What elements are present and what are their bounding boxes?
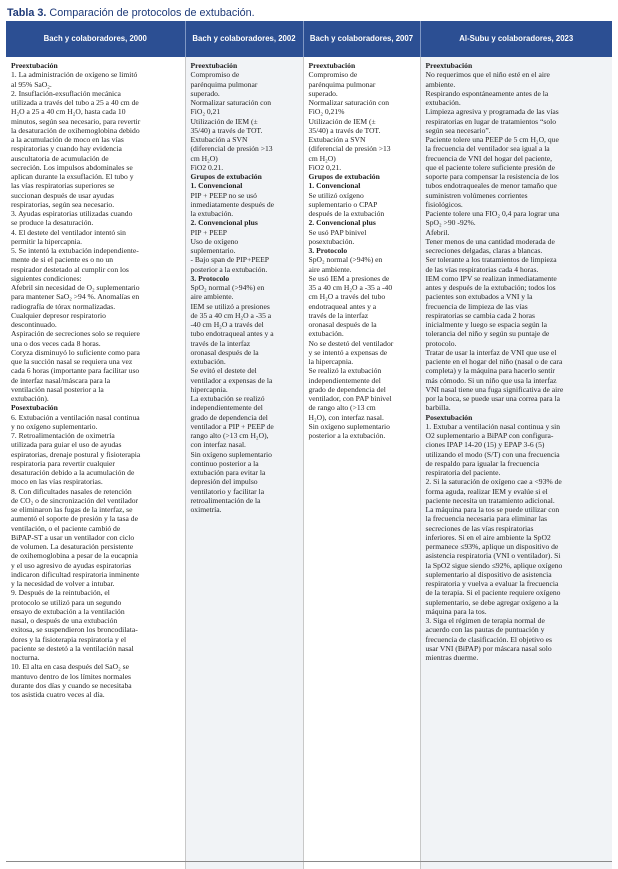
text-line: Tratar de usar la interfaz de VNI que use el [425,347,557,357]
text-line: depresión del impulso [190,477,258,487]
text-line: barbilla. [425,403,451,413]
text-line: Limpieza agresiva y programada de las vías [425,107,559,117]
text-line: rango alto (>13 cm H₂O), [190,431,269,440]
column-header-4: Al-Subu y colaboradores, 2023 [420,21,612,57]
text-line: extubación. [308,329,344,339]
text-line: SpO₂ normal (>94%) en [190,283,265,292]
text-line: protocolo. [425,338,457,348]
text-line: Se evitó el destete del [190,366,257,376]
text-line: secreción. Los impulsos abdominales se [11,162,133,172]
text-line: independientemente del [190,403,263,413]
text-line: a la acumulación de moco en las vías [11,135,124,144]
text-line: Normalizar saturación con [190,98,272,107]
text-line: la extubación. [190,209,234,218]
text-line: con interfaz nasal. [190,440,246,450]
text-line: suplementario o CPAP [308,199,378,209]
section-heading: 3. Protocolo [190,273,230,283]
text-line: de las vías respiratorias cada 4 horas. [425,264,539,274]
text-line: 2. Insuflación-exsuflación mecánica [11,88,121,98]
text-line: suministren volúmenes corrientes [425,190,528,200]
text-line: través de la interfaz [308,310,369,320]
text-line: frecuencia de limpieza de las vías [425,301,528,311]
text-line: 2. Si la saturación de oxígeno cae a <93% de [425,477,562,487]
bottom-rule [6,861,612,862]
text-line: mente de si el paciente es o no un [11,255,114,265]
text-line: 1. La administración de oxígeno se limitó [11,70,138,80]
text-line: Extubación a SVN [190,135,248,144]
text-line: ventilación, o el paciente cambió de [11,523,121,533]
text-line: 5. Se intentó la extubación independiente- [11,246,139,255]
text-line: de volumen. La desaturación persistente [11,542,134,551]
text-line: 35 a 40 cm H₂O a -35 a -40 [308,283,393,292]
text-line: utilizada para guiar el uso de ayudas [11,440,122,450]
text-line: independientemente del [308,375,381,385]
text-line: auscultatoria de acumulación de [11,153,109,163]
text-line: respiratorias y cuando hay evidencia [11,144,122,154]
text-line: después de la extubación [308,209,385,218]
text-line: retroalimentación de la [190,495,261,505]
text-line: BiPAP-ST a usar un ventilador con ciclo [11,532,135,542]
text-line: completa) y la máquina para hacerlo sentir [425,366,555,376]
text-line: inicialmente y luego se espacia según la [425,320,547,329]
body-row [6,57,612,869]
text-line: -40 cm H₂O a través del [190,320,264,329]
text-line: se eliminaron las fugas de la interfaz, se [11,505,133,514]
text-line: ensayo de extubación a la ventilación [11,606,125,616]
text-line: y se intentó a expensas de [308,347,388,357]
text-line: cm H₂O) [190,153,218,163]
text-line: antes y después de la extubación; todos los [425,283,556,292]
section-heading: Preextubación [11,61,58,70]
section-heading: Preextubación [190,61,238,70]
text-line: 9. Después de la reintubación, el [11,588,110,598]
text-line: respiratoria para revertir cualquier [11,458,115,468]
text-line: Cualquier depresor respiratorio [11,310,106,320]
section-heading: Grupos de extubación [190,172,262,181]
text-line: de 35 a 40 cm H₂O a -35 a [190,310,272,320]
text-line: usar VNI (BiPAP) por máscara nasal solo [425,643,552,653]
section-heading: Preextubación [308,61,356,70]
text-line: cm H₂O a través del tubo [308,292,386,302]
text-line: La máquina para la tos se puede utilizar con [425,505,560,514]
text-line: secreciones de las vías respiratorias [425,523,534,533]
text-line: oronasal después de la [190,347,259,357]
text-line: superado. [190,88,220,98]
text-line: por la boca, se puede usar una correa para la [425,394,561,403]
text-line: No requerimos que el niño esté en el aire [425,70,550,80]
comparison-table [6,21,612,869]
text-line: nasal, o después de una extubación [11,616,118,625]
text-line: posextubación. [308,236,355,246]
text-line: succionan después de usar ayudas [11,190,114,200]
text-line: paciente se destetó a la ventilación nasal [11,643,134,653]
section-heading: Posextubación [11,403,58,413]
text-line: exitosa, se suspendieron los broncodilata- [11,625,138,635]
text-line: máquina para la tos. [425,606,487,616]
text-line: Ser tolerante a los tratamientos de limpieza [425,255,557,265]
text-line: la frecuencia necesaria para eliminar las [425,514,548,524]
text-line: la frecuencia del ventilador sea igual a la [425,144,550,154]
text-line: inmediatamente después de [190,199,275,209]
section-heading: Posextubación [425,412,473,422]
text-line: extubación. [190,357,226,366]
text-line: cada 6 horas (importante para facilitar uso [11,366,140,376]
text-line: VNI nasal tiene una fuga significativa de aire [425,384,564,394]
text-line: de la terapia. Si el paciente requiere oxígeno [425,588,561,598]
text-line: Afebril. [425,227,450,237]
text-line: O2 suplementario a BiPAP con configura- [425,431,554,440]
text-line: ambiente. [425,79,456,89]
text-line: espiratorias, drenaje postural y fisioterapia [11,449,141,459]
text-line: Paciente tolere una PEEP de 5 cm H₂O, que [425,135,559,144]
protocol-cell-3 [303,57,420,869]
text-line: secreciones delgadas, claras a blancas. [425,246,543,255]
text-line: fisiológicos. [425,199,463,209]
text-line: desaturación debido a la acumulación de [11,468,135,477]
text-line: No se destetó del ventilador [308,338,394,348]
text-line: para mantener SaO₂ >94 %. Anomalías en [11,292,140,302]
text-line: una o dos veces cada 8 horas. [11,338,101,348]
text-line: respiratorias se cambia cada 2 horas [425,310,535,320]
text-line: forma aguda, realizar IEM y evalúe si el [425,486,548,496]
section-heading: 2. Convencional plus [308,218,376,228]
text-line: radiografía de tórax normalizadas. [11,301,116,311]
text-line: 35/40) a través de TOT. [190,125,263,135]
text-line: se produce la desaturación. [11,218,94,228]
text-line: endotraqueal antes y a [308,301,377,311]
text-line: Sin oxígeno suplementario [190,449,272,459]
caption-label: Tabla 3. [7,7,47,19]
text-line: de CO₂ o de sincronización del ventilador [11,495,139,505]
text-line: frecuencia de VNI del hogar del paciente, [425,153,553,163]
text-line: Paciente tolere una FIO₂ 0,4 para lograr una [425,209,560,218]
text-line: respiratoria y vuelva a evaluar la frecuencia [425,579,559,588]
text-line: tolerancia del niño y según su puntaje de [425,329,550,339]
text-line: de rango alto (>13 cm [308,403,376,413]
text-line: IEM como IPV se realizan inmediatamente [425,273,557,283]
text-line: 6. Extubación a ventilación nasal continua [11,412,140,422]
text-line: asistencia respiratoria (VNI o ventilador). Si [425,551,561,561]
text-line: posterior a la extubación. [308,431,386,440]
text-line: ventilador, con PAP binivel [308,394,392,403]
text-line: grado de dependencia del [308,384,386,394]
text-line: Compromiso de [190,70,240,80]
text-line: oronasal después de la [308,320,377,329]
text-line: Tener menos de una cantidad moderada de [425,236,555,246]
text-line: 3. Siga el régimen de terapia normal de [425,616,545,625]
text-line: de interfaz nasal/máscara para la [11,375,111,385]
text-line: siguientes condiciones: [11,273,82,283]
text-line: de respaldo para igualar la frecuencia [425,458,540,468]
text-line: la SpO2 sigue siendo ≤92%, aplique oxígeno [425,560,563,570]
text-line: acuerdo con las pautas de puntuación y [425,625,545,635]
column-header-1: Bach y colaboradores, 2000 [6,21,185,57]
text-line: permitir la hipercapnia. [11,236,83,246]
text-line: parénquima pulmonar [308,79,376,89]
text-line: y el uso agresivo de ayudas espiratorias [11,560,132,570]
text-line: respiratoria del paciente. [425,468,501,477]
text-line: la hipercapnia. [308,357,354,366]
text-line: permanece ≤93%, aplique un dispositivo de [425,542,559,551]
section-heading: 1. Convencional [190,181,243,191]
text-line: Se utilizó oxígeno [308,190,364,200]
text-line: que la succión nasal se requiera una vez [11,357,133,366]
text-line: través de la interfaz [190,338,251,348]
text-line: frecuencia de clasificación. El objetivo es [425,634,553,644]
text-line: grado de dependencia del [190,412,268,422]
text-line: y la necesidad de volver a intubar. [11,579,115,588]
text-line: continuo posterior a la [190,458,259,468]
text-line: soporte para compensar la resistencia de los [425,172,559,181]
text-line: oximetría. [190,505,222,514]
text-line: tubos endotraqueales de menor tamaño que [425,181,557,191]
text-line: posterior a la extubación. [190,264,268,274]
text-line: SpO₂ normal (>94%) en [308,255,383,265]
text-line: 1. Extubar a ventilación nasal continua y sin [425,421,561,431]
text-line: - Bajo span de PIP+PEEP [190,255,270,265]
header-row [6,21,612,57]
text-line: ciones IPAP 14-20 (15) y EPAP 3-6 (5) [425,440,545,450]
text-line: Afebril sin necesidad de O₂ suplementario [11,283,140,292]
text-line: parénquima pulmonar [190,79,258,89]
protocol-cell-1 [6,57,185,869]
text-line: ventilación nasal posterior a la [11,384,104,394]
text-line: FiO₂ 0,21% [308,107,345,117]
text-line: Sin oxígeno suplementario [308,421,390,431]
text-line: Utilización de IEM (± [308,116,376,126]
text-line: superado. [308,88,338,98]
text-line: suplementario al dispositivo de asistencia [425,569,552,579]
text-line: paciente en el hogar del niño (nasal o de cara [425,357,563,366]
text-line: durante dos días y cuando se necesitaba [11,680,132,690]
text-line: utilizando el modo (S/T) con una frecuencia [425,449,560,459]
text-line: que el paciente tolere suficiente presión de [425,162,555,172]
text-line: de oxihemoglobina a pesar de la eucapnia [11,551,138,561]
table-caption [7,6,612,20]
text-line: Compromiso de [308,70,358,80]
text-line: 35/40) a través de TOT. [308,125,381,135]
text-line: Extubación a SVN [308,135,366,144]
text-line: PIP + PEEP no se usó [190,190,257,200]
text-line: Aspiración de secreciones solo se requiere [11,329,140,339]
text-line: y no oxígeno suplementario. [11,421,98,431]
text-line: paciente necesita un tratamiento adicional. [425,495,555,505]
text-line: aire ambiente. [190,292,234,302]
text-line: extubación para evitar la [190,468,266,477]
text-line: Utilización de IEM (± [190,116,258,126]
text-line: Normalizar saturación con [308,98,390,107]
text-line: minutos, según sea necesario, para revertir [11,116,141,126]
text-line: aumentó el soporte de presión y la tasa de [11,514,138,524]
text-line: Se usó PAP binivel [308,227,367,237]
text-line: 3. Ayudas espiratorias utilizadas cuando [11,209,133,218]
text-line: más cómodo. Si un niño que usa la interfaz [425,375,557,385]
text-line: hipercapnia. [190,384,228,394]
caption-title: Comparación de protocolos de extubación. [49,7,255,19]
text-line: H₂O a 25 a 40 cm H₂O, hasta cada 10 [11,107,126,117]
text-line: SpO₂ >90 -92%. [425,218,476,228]
text-line: cm H₂O) [308,153,336,163]
text-line: utilizada a través del tubo a 25 a 40 cm de [11,98,139,107]
text-line: inferiores. Si en el aire ambiente la SpO2 [425,532,551,542]
text-line: extubación). [11,394,49,403]
text-line: respiratorias en lugar de tratamientos “solo [425,116,557,126]
text-line: respirador destetado al cumplir con los [11,264,129,274]
text-line: Coryza disminuyó lo suficiente como para [11,347,140,357]
text-line: tos asistida cuatro veces al día. [11,690,105,699]
text-line: Uso de oxígeno [190,236,239,246]
text-line: aire ambiente. [308,264,352,274]
column-header-3: Bach y colaboradores, 2007 [303,21,420,57]
text-line: Se usó IEM a presiones de [308,273,390,283]
text-line: (diferencial de presión >13 [308,144,391,154]
text-line: FiO2 0,21. [308,162,342,172]
text-line: descontinuado. [11,320,57,329]
text-line: FiO2 0.21. [190,162,224,172]
text-line: dores y la fisioterapia respiratoria y el [11,634,127,644]
text-line: mantuvo dentro de los límites normales [11,671,132,681]
column-header-2: Bach y colaboradores, 2002 [185,21,303,57]
text-line: pacientes son extubados a VNI y la [425,292,533,302]
text-line: suplementario. [190,246,236,255]
text-line: FiO₂ 0,21 [190,107,221,117]
text-line: 7. Retroalimentación de oximetría [11,431,115,440]
text-line: la desaturación de oxihemoglobina debido [11,125,140,135]
text-line: Se realizó la extubación [308,366,382,376]
text-line: nocturna. [11,653,40,662]
text-line: PIP + PEEP [190,227,227,237]
text-line: protocolo se utilizó para un segundo [11,597,122,607]
text-line: Respirando espontáneamente antes de la [425,88,549,98]
protocol-cell-4 [420,57,612,869]
text-line: ventilador a expensas de la [190,375,273,385]
section-heading: Preextubación [425,61,473,70]
text-line: mientras duerme. [425,653,479,662]
text-line: La extubación se realizó [190,394,265,403]
text-line: extubación. [425,98,461,107]
text-line: 10. El alta en casa después del SaO₂ se [11,662,129,672]
text-line: ventilatorio y facilitar la [190,486,265,496]
text-line: tubo endotraqueal antes y a [190,329,274,339]
text-line: IEM se utilizó a presiones [190,301,270,311]
text-line: suplementario, se debe agregar oxígeno a la [425,597,559,607]
section-heading: Grupos de extubación [308,172,380,181]
section-heading: 3. Protocolo [308,246,348,255]
text-line: aplican durante la exsuflación. El tubo y [11,172,134,181]
text-line: al 95% SaO₂. [11,79,52,89]
text-line: 8. Con dificultades nasales de retención [11,486,132,496]
text-line: (diferencial de presión >13 [190,144,273,154]
text-line: 4. El destete del ventilador intentó sin [11,227,126,237]
text-line: ventilador a PIP + PEEP de [190,421,274,431]
text-line: H₂O), con interfaz nasal. [308,412,384,422]
section-heading: 1. Convencional [308,181,361,191]
section-heading: 2. Convencional plus [190,218,258,228]
text-line: moco en las vías respiratorias. [11,477,103,487]
text-line: respiratorias, según sea necesario. [11,199,115,209]
text-line: las vías respiratorias superiores se [11,181,115,191]
text-line: según sea necesario”. [425,125,491,135]
protocol-cell-2 [185,57,303,869]
text-line: indicaron dificultad respiratoria inminente [11,569,140,579]
